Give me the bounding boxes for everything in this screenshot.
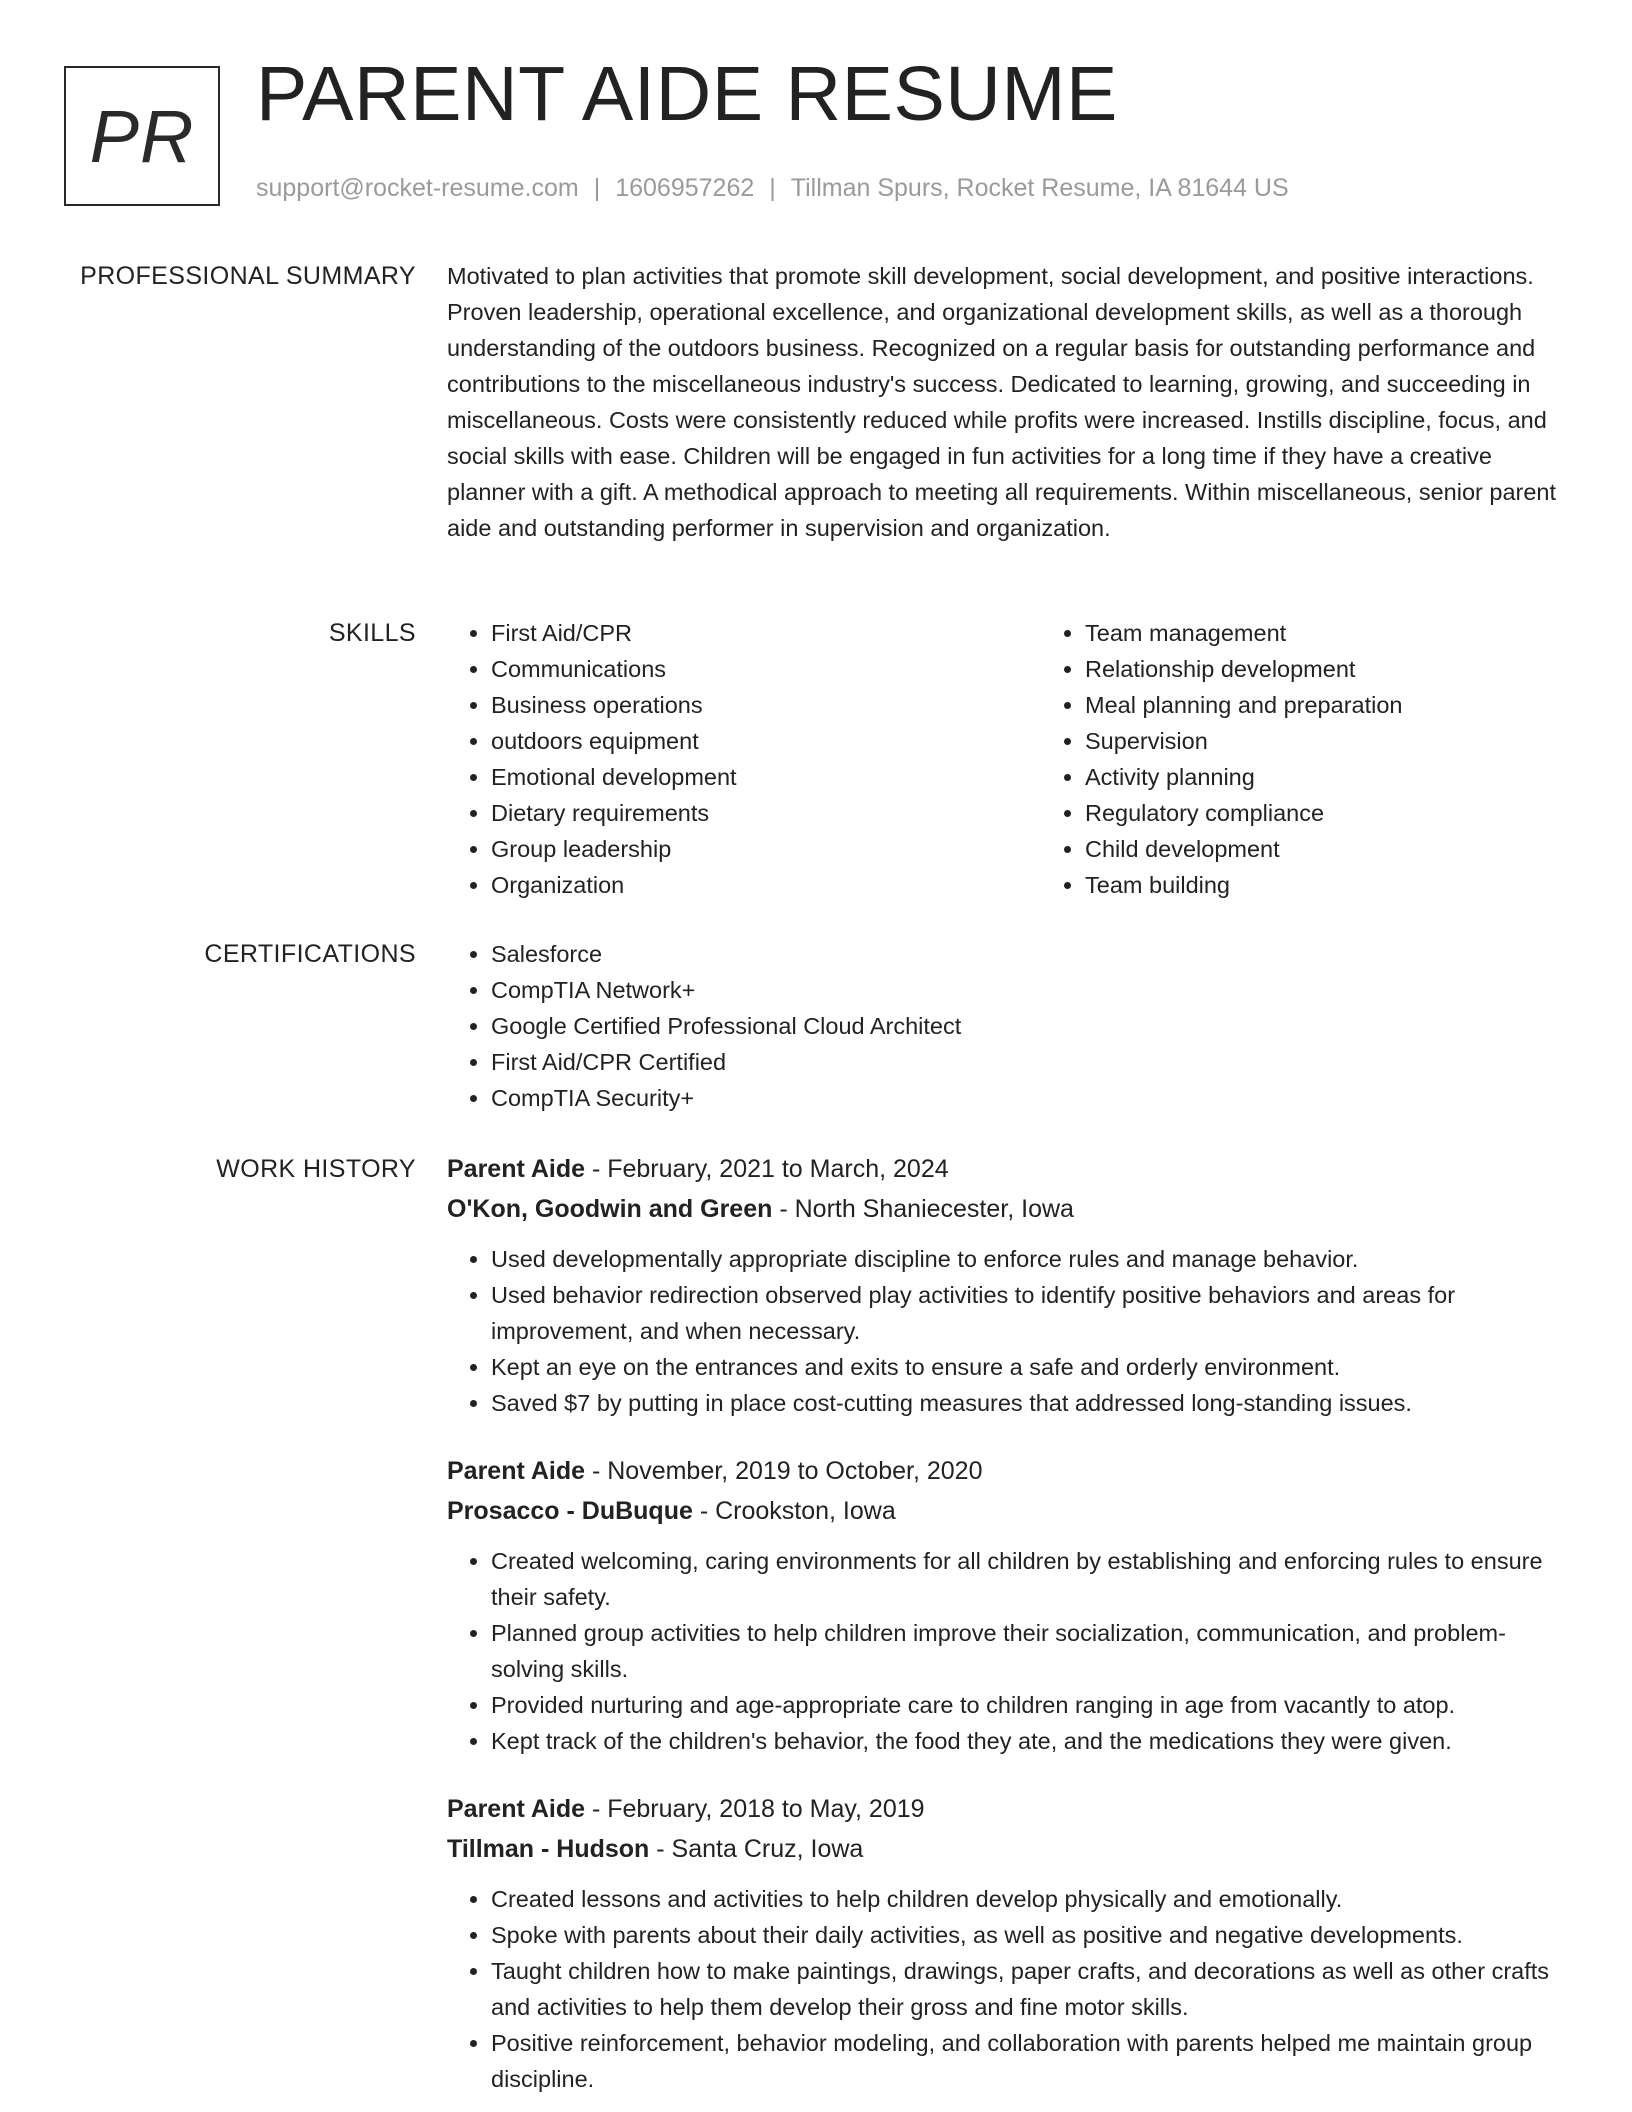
list-item: • Regulatory compliance <box>1085 795 1632 831</box>
job-company: O'Kon, Goodwin and Green <box>447 1195 773 1223</box>
list-item: • Created welcoming, caring environments for all children by establishing and enforcing rules to ensure their safety. <box>491 1543 1567 1615</box>
list-item: • Kept an eye on the entrances and exits to ensure a safe and orderly environment. <box>491 1349 1567 1385</box>
list-item: • Taught children how to make paintings, drawings, paper crafts, and decorations as well as other crafts and activities to help them develop their gross and fine motor skills. <box>491 1953 1567 2025</box>
list-item: • Supervision <box>1085 723 1632 759</box>
list-item: • CompTIA Network+ <box>491 972 1567 1008</box>
contact-phone: 1606957262 <box>615 174 755 202</box>
job-title-line <box>447 1149 1567 1189</box>
list-item: • Saved $7 by putting in place cost-cutting measures that addressed long-standing issues. <box>491 1385 1567 1421</box>
list-item: • Team building <box>1085 867 1632 903</box>
list-item: • Team management <box>1085 615 1632 651</box>
work-history-heading: WORK HISTORY <box>216 1155 416 1183</box>
job-title: Parent Aide <box>447 1795 586 1823</box>
job-company-line <box>447 1189 1567 1229</box>
job-entry <box>447 1789 1567 2097</box>
job-dates: - February, 2018 to May, 2019 <box>585 1795 925 1823</box>
summary-text: Motivated to plan activities that promote skill development, social development, and positive interactions. Proven leadership, operational excellence, and organizational development skills, as well as a thorough understanding of the outdoors business. Recognized on a regular basis for outstanding performance and contributions to the miscellaneous industry's success. Dedicated to learning, growing, and succeeding in miscellaneous. Costs were consistently reduced while profits were increased. Instills discipline, focus, and social skills with ease. Children will be engaged in fun activities for a long time if they have a creative planner with a gift. A methodical approach to meeting all requirements. Within miscellaneous, senior parent aide and outstanding performer in supervision and organization. <box>447 263 1557 541</box>
job-location: - Crookston, Iowa <box>692 1497 896 1525</box>
summary-body <box>447 258 1567 546</box>
job-duties-list <box>447 1543 1567 1759</box>
job-title-line <box>447 1451 1567 1491</box>
contact-line <box>256 174 1289 203</box>
contact-separator: | <box>769 174 776 202</box>
list-item: • First Aid/CPR <box>491 615 1041 651</box>
summary-heading: PROFESSIONAL SUMMARY <box>80 262 416 290</box>
list-item: • Used developmentally appropriate discipline to enforce rules and manage behavior. <box>491 1241 1567 1277</box>
certifications-list <box>447 936 1567 1116</box>
job-title: Parent Aide <box>447 1155 586 1183</box>
list-item: • Kept track of the children's behavior, the food they ate, and the medications they were given. <box>491 1723 1567 1759</box>
list-item: • Communications <box>491 651 1041 687</box>
job-location: - Santa Cruz, Iowa <box>649 1835 864 1863</box>
list-item: • Relationship development <box>1085 651 1632 687</box>
list-item: • Group leadership <box>491 831 1041 867</box>
list-item: • Organization <box>491 867 1041 903</box>
list-item: • Provided nurturing and age-appropriate care to children ranging in age from vacantly to atop. <box>491 1687 1567 1723</box>
list-item: • Created lessons and activities to help children develop physically and emotionally. <box>491 1881 1567 1917</box>
list-item: • Emotional development <box>491 759 1041 795</box>
list-item: • CompTIA Security+ <box>491 1080 1567 1116</box>
job-duties-list <box>447 1881 1567 2097</box>
list-item: • Planned group activities to help children improve their socialization, communication, and problem-solving skills. <box>491 1615 1567 1687</box>
job-company: Prosacco - DuBuque <box>447 1497 693 1525</box>
skills-list-right <box>1041 615 1632 903</box>
job-company-line <box>447 1491 1567 1531</box>
certifications-body <box>447 936 1567 1116</box>
job-entry <box>447 1451 1567 1759</box>
contact-address: Tillman Spurs, Rocket Resume, IA 81644 US <box>790 174 1289 202</box>
list-item: • Used behavior redirection observed play activities to identify positive behaviors and areas for improvement, and when necessary. <box>491 1277 1567 1349</box>
list-item: • Salesforce <box>491 936 1567 972</box>
job-title-line <box>447 1789 1567 1829</box>
contact-email: support@rocket-resume.com <box>256 174 579 202</box>
list-item: • Google Certified Professional Cloud Architect <box>491 1008 1567 1044</box>
list-item: • Activity planning <box>1085 759 1632 795</box>
list-item: • Positive reinforcement, behavior modeling, and collaboration with parents helped me maintain group discipline. <box>491 2025 1567 2097</box>
list-item: • outdoors equipment <box>491 723 1041 759</box>
resume-title: PARENT AIDE RESUME <box>256 51 1118 137</box>
job-company: Tillman - Hudson <box>447 1835 650 1863</box>
monogram-initials: PR <box>89 94 195 178</box>
job-dates: - February, 2021 to March, 2024 <box>585 1155 949 1183</box>
job-title: Parent Aide <box>447 1457 586 1485</box>
list-item: • First Aid/CPR Certified <box>491 1044 1567 1080</box>
skills-columns <box>447 615 1567 903</box>
skills-heading: SKILLS <box>328 619 416 647</box>
certifications-heading: CERTIFICATIONS <box>204 940 416 968</box>
list-item: • Dietary requirements <box>491 795 1041 831</box>
work-history-body <box>447 1149 1567 2097</box>
list-item: • Business operations <box>491 687 1041 723</box>
monogram-box <box>64 66 220 206</box>
job-entry <box>447 1149 1567 1421</box>
list-item: • Child development <box>1085 831 1632 867</box>
list-item: • Meal planning and preparation <box>1085 687 1632 723</box>
job-location: - North Shaniecester, Iowa <box>772 1195 1074 1223</box>
skills-list-left <box>447 615 1041 903</box>
skills-body <box>447 615 1567 903</box>
job-dates: - November, 2019 to October, 2020 <box>585 1457 983 1485</box>
list-item: • Spoke with parents about their daily activities, as well as positive and negative developments. <box>491 1917 1567 1953</box>
job-company-line <box>447 1829 1567 1869</box>
contact-separator: | <box>593 174 601 202</box>
job-duties-list <box>447 1241 1567 1421</box>
